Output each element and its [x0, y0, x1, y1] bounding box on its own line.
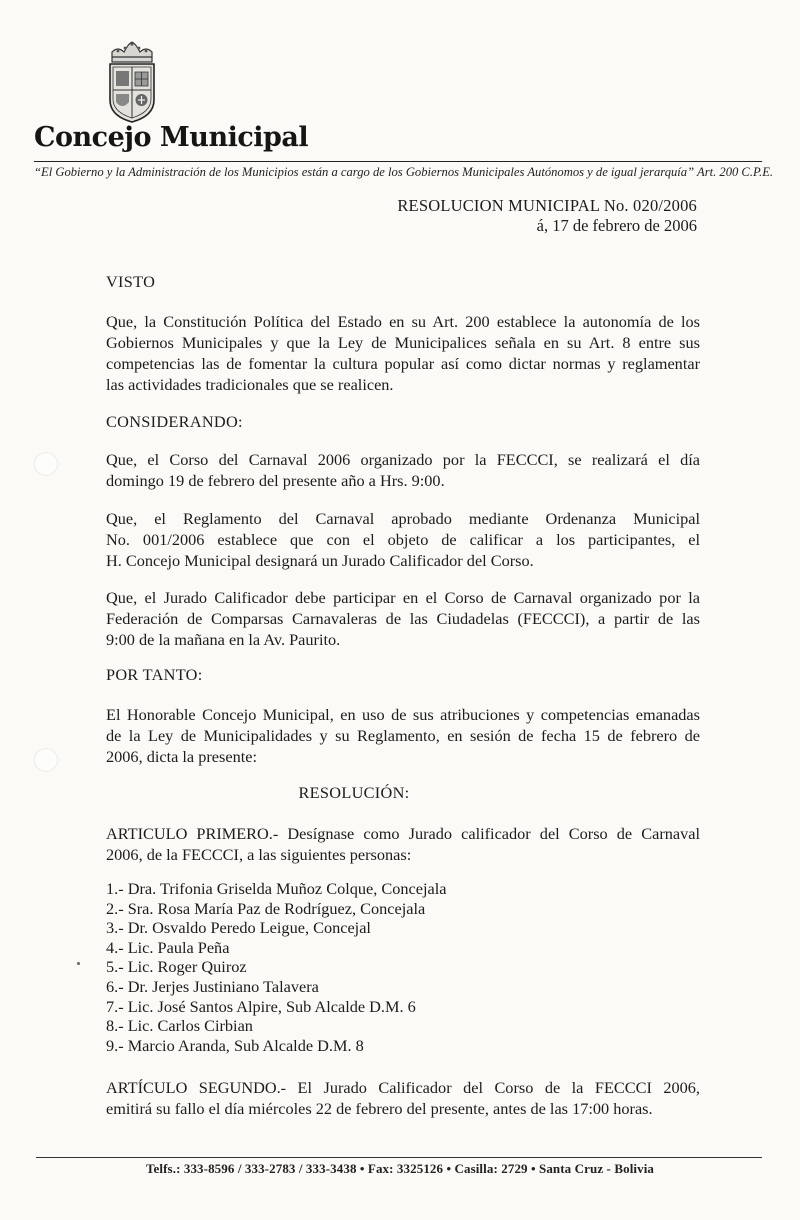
paragraph-line: No. 001/2006 establece que con el objeto de calificar a los participantes, el — [106, 530, 700, 549]
coat-of-arms-icon — [104, 40, 160, 124]
paragraph-line: 2006, de la FECCCI, a las siguientes personas: — [106, 845, 412, 864]
speck-mark — [77, 962, 80, 965]
punch-hole-mark — [34, 452, 58, 476]
paragraph-line: domingo 19 de febrero del presente año a Hrs. 9:00. — [106, 471, 445, 490]
por-tanto-paragraph — [106, 704, 700, 767]
paragraph-line: Que, el Reglamento del Carnaval aprobado mediante Ordenanza Municipal — [106, 509, 700, 528]
paragraph-line: Gobiernos Municipales y que la Ley de Municipalices señala en su Art. 8 entre sus — [106, 333, 700, 352]
paragraph-line: 2006, dicta la presente: — [106, 747, 257, 766]
considerando-paragraph-2 — [106, 508, 700, 571]
considerando-heading: CONSIDERANDO: — [106, 412, 243, 431]
header-divider — [34, 161, 762, 162]
footer-contacts: Telfs.: 333-8596 / 333-2783 / 333-3438 • Fax: 3325126 • Casilla: 2729 • Santa Cruz - Bolivia — [145, 1161, 655, 1176]
paragraph-line: de la Ley de Municipalidades y su Reglamento, en sesión de fecha 15 de febrero de — [106, 726, 700, 745]
list-item: 4.- Lic. Paula Peña — [106, 937, 230, 957]
paragraph-line: competencias las de fomentar la cultura popular así como dictar normas y reglamentar — [106, 354, 700, 373]
list-item: 2.- Sra. Rosa María Paz de Rodríguez, Concejala — [106, 898, 426, 918]
paragraph-line: H. Concejo Municipal designará un Jurado Calificador del Corso. — [106, 551, 534, 570]
visto-paragraph — [106, 311, 700, 395]
paragraph-line: Federación de Comparsas Carnavaleras de las Ciudadelas (FECCCI), a partir de las — [106, 609, 700, 628]
paragraph-line: ARTÍCULO SEGUNDO.- El Jurado Calificador del Corso de la FECCCI 2006, — [106, 1078, 700, 1097]
paragraph-line: Que, la Constitución Política del Estado en su Art. 200 establece la autonomía de los — [106, 312, 700, 331]
paragraph-line: 9:00 de la mañana en la Av. Paurito. — [106, 630, 341, 649]
list-item: 8.- Lic. Carlos Cirbian — [106, 1016, 253, 1036]
paragraph-line: Que, el Jurado Calificador debe participar en el Corso de Carnaval organizado por la — [106, 588, 700, 607]
list-item: 9.- Marcio Aranda, Sub Alcalde D.M. 8 — [106, 1035, 364, 1055]
considerando-paragraph-3 — [106, 587, 700, 650]
organization-name: Concejo Municipal — [34, 122, 309, 153]
list-item: 3.- Dr. Osvaldo Peredo Leigue, Concejal — [106, 918, 371, 938]
paragraph-line: Que, el Corso del Carnaval 2006 organizado por la FECCCI, se realizará el día — [106, 450, 700, 469]
footer-divider — [36, 1157, 762, 1158]
paragraph-line: emitirá su fallo el día miércoles 22 de febrero del presente, antes de las 17:00 horas. — [106, 1099, 653, 1118]
list-item: 5.- Lic. Roger Quiroz — [106, 957, 247, 977]
punch-hole-mark — [34, 748, 58, 772]
por-tanto-heading: POR TANTO: — [106, 665, 203, 684]
jury-members-list — [106, 879, 446, 1055]
letterhead-motto: “El Gobierno y la Administración de los Municipios están a cargo de los Gobiernos Municipales Autónomos y de igual jerarquía” Art. 200 C.P.E. — [34, 165, 774, 179]
articulo-segundo — [106, 1077, 700, 1119]
resolucion-heading: RESOLUCIÓN: — [298, 783, 410, 802]
resolution-number: RESOLUCION MUNICIPAL No. 020/2006 — [397, 196, 697, 215]
list-item: 1.- Dra. Trifonia Griselda Muñoz Colque, Concejala — [106, 879, 447, 898]
resolution-date: á, 17 de febrero de 2006 — [536, 216, 697, 235]
articulo-primero — [106, 823, 700, 865]
list-item: 7.- Lic. José Santos Alpire, Sub Alcalde D.M. 6 — [106, 996, 416, 1016]
list-item: 6.- Dr. Jerjes Justiniano Talavera — [106, 976, 319, 996]
considerando-paragraph-1 — [106, 449, 700, 491]
paragraph-line: ARTICULO PRIMERO.- Desígnase como Jurado calificador del Corso de Carnaval — [106, 824, 700, 843]
visto-heading: VISTO — [106, 272, 156, 291]
paragraph-line: El Honorable Concejo Municipal, en uso de sus atribuciones y competencias emanadas — [106, 705, 700, 724]
paragraph-line: las actividades tradicionales que se realicen. — [106, 375, 394, 394]
